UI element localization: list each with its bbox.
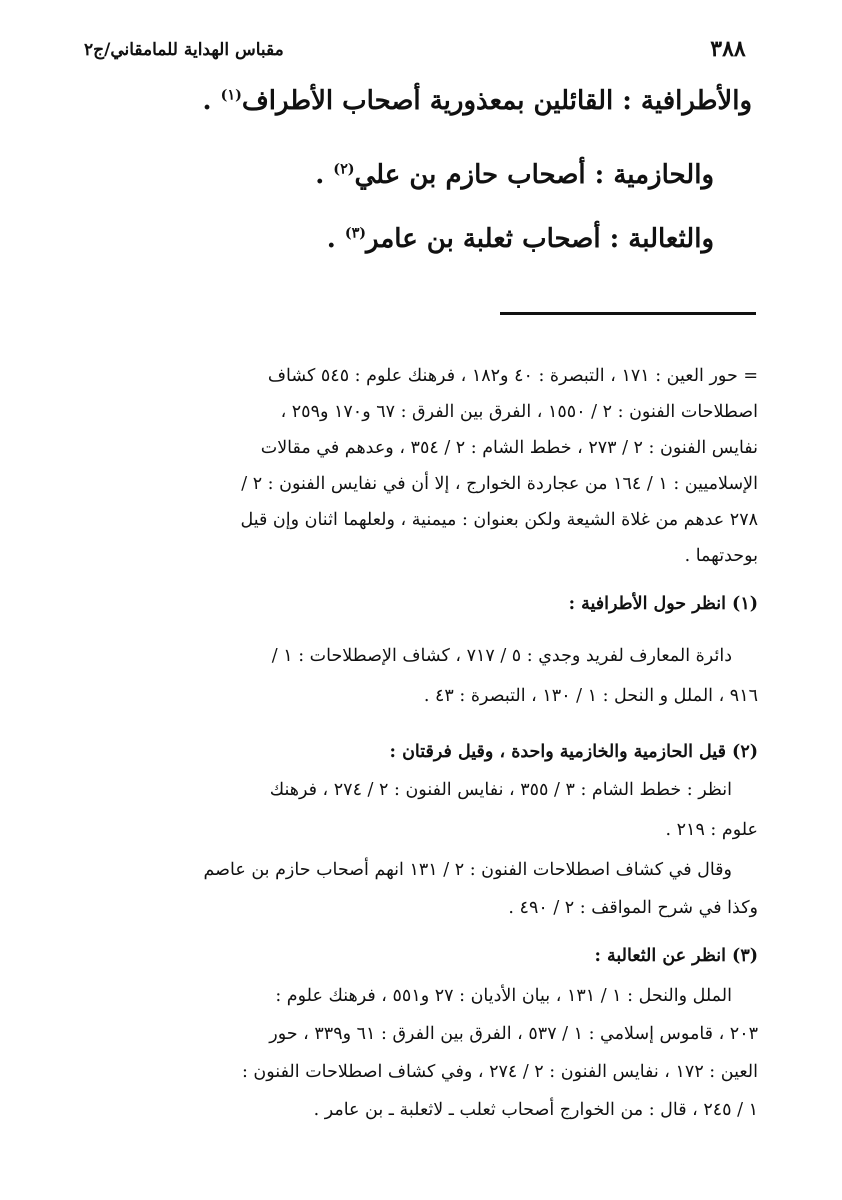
footnote-ref-1: (١) <box>220 87 242 104</box>
footnote-cont-line: ٢٧٨ عدهم من غلاة الشيعة ولكن بعنوان : ميمنية ، ولعلهما اثنان وإن قيل <box>240 510 758 530</box>
footnote-2-line: وكذا في شرح المواقف : ٢ / ٤٩٠ . <box>508 898 758 918</box>
footnote-cont-line: بوحدتهما . <box>684 546 758 566</box>
footnote-cont-line: اصطلاحات الفنون : ٢ / ١٥٥٠ ، الفرق بين الفرق : ٦٧ و١٧٠ و٢٥٩ ، <box>280 402 758 422</box>
footnote-2-line: وقال في كشاف اصطلاحات الفنون : ٢ / ١٣١ انهم أصحاب حازم بن عاصم <box>203 860 732 880</box>
footnote-cont-line: نفايس الفنون : ٢ / ٢٧٣ ، خطط الشام : ٢ / ٣٥٤ ، وعدهم في مقالات <box>260 438 758 458</box>
footnote-3-line: العين : ١٧٢ ، نفايس الفنون : ٢ / ٢٧٤ ، وفي كشاف اصطلاحات الفنون : <box>241 1062 758 1082</box>
footnote-1-heading: (١) انظر حول الأطرافية : <box>568 594 758 614</box>
main-line-1-text: والأطرافية : القائلين بمعذورية أصحاب الأطراف <box>241 86 752 116</box>
footnote-ref-3: (٣) <box>344 225 367 242</box>
main-line-3-end: . <box>326 224 345 254</box>
main-line-1 <box>203 86 752 116</box>
main-line-2-end: . <box>315 160 334 190</box>
footnote-separator <box>500 312 756 315</box>
footnote-3-heading: (٣) انظر عن الثعالبة : <box>594 946 758 966</box>
footnote-ref-2: (٢) <box>333 161 355 178</box>
main-line-1-end: . <box>202 86 221 116</box>
footnote-2-line: علوم : ٢١٩ . <box>665 820 758 840</box>
footnote-1-line: ٩١٦ ، الملل و النحل : ١ / ١٣٠ ، التبصرة : ٤٣ . <box>423 686 758 706</box>
footnote-3-line: ١ / ٢٤٥ ، قال : من الخوارج أصحاب ثعلب ـ لاثعلبة ـ بن عامر . <box>313 1100 758 1120</box>
main-line-2-text: والحازمية : أصحاب حازم بن علي <box>354 160 714 190</box>
running-title: مقباس الهداية للمامقاني/ج٢ <box>84 40 284 60</box>
footnote-cont-line: الإسلاميين : ١ / ١٦٤ من عجاردة الخوارج ، إلا أن في نفايس الفنون : ٢ / <box>241 474 758 494</box>
footnote-1-line: دائرة المعارف لفريد وجدي : ٥ / ٧١٧ ، كشاف الإصطلاحات : ١ / <box>271 646 732 666</box>
footnote-2-heading: (٢) قيل الحازمية والخازمية واحدة ، وقيل فرقتان : <box>389 742 758 762</box>
main-line-2 <box>315 160 714 190</box>
main-line-3 <box>327 224 714 254</box>
footnote-2-line: انظر : خطط الشام : ٣ / ٣٥٥ ، نفايس الفنون : ٢ / ٢٧٤ ، فرهنك <box>269 780 732 800</box>
footnote-3-line: ٢٠٣ ، قاموس إسلامي : ١ / ٥٣٧ ، الفرق بين الفرق : ٦١ و٣٣٩ ، حور <box>269 1024 758 1044</box>
footnote-3-line: الملل والنحل : ١ / ١٣١ ، بيان الأديان : ٢٧ و٥٥١ ، فرهنك علوم : <box>275 986 732 1006</box>
main-line-3-text: والثعالبة : أصحاب ثعلبة بن عامر <box>366 224 714 254</box>
page-number: ٣٨٨ <box>710 36 746 62</box>
footnote-cont-line: = حور العين : ١٧١ ، التبصرة : ٤٠ و١٨٢ ، فرهنك علوم : ٥٤٥ كشاف <box>267 366 758 386</box>
